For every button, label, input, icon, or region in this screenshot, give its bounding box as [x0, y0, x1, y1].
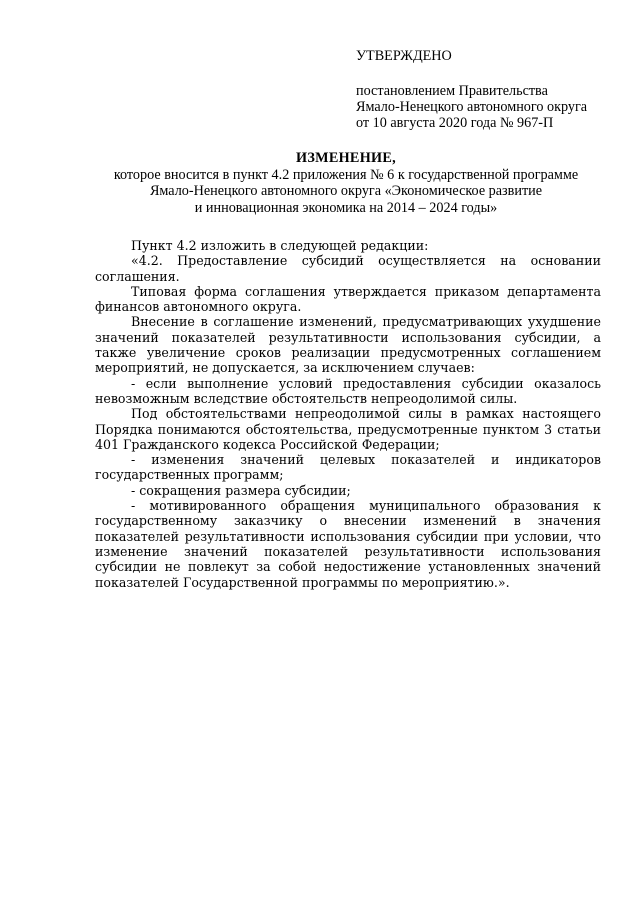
heading-line: которое вносится в пункт 4.2 приложения № 6 к государственной программе [113, 166, 579, 183]
approval-line: Ямало-Ненецкого автономного округа [356, 99, 588, 115]
approval-stamp [356, 48, 626, 131]
approval-line: от 10 августа 2020 года № 967-П [356, 115, 554, 131]
approval-line: постановлением Правительства [356, 83, 548, 99]
body-paragraph: Типовая форма соглашения утверждается приказом департамента финансов автономного округа. [95, 283, 601, 315]
heading-line: Ямало-Ненецкого автономного округа «Экономическое развитие [149, 183, 543, 199]
body-paragraph: Внесение в соглашение изменений, предусматривающих ухудшение значений показателей результативности использования субсидии, а также увеличение сроков реализации предусмотренных соглашением мероприятий, не допускается, за исключением случаев: [95, 314, 601, 376]
approved-label: УТВЕРЖДЕНО [356, 48, 452, 64]
document-title: ИЗМЕНЕНИЕ, [296, 150, 396, 166]
body-paragraph: Под обстоятельствами непреодолимой силы в рамках настоящего Порядка понимаются обстоятельства, предусмотренные пунктом 3 статьи 401 Гражданского кодекса Российской Федерации; [95, 406, 601, 452]
body-paragraph: - изменения значений целевых показателей и индикаторов государственных программ; [95, 452, 601, 483]
body-paragraph: «4.2. Предоставление субсидий осуществляется на основании соглашения. [95, 253, 601, 284]
body-paragraph: - если выполнение условий предоставления субсидии оказалось невозможным вследствие обстоятельств непреодолимой силы. [95, 375, 601, 406]
heading-line: и инновационная экономика на 2014 – 2024 годы» [194, 199, 498, 216]
document-body [95, 238, 601, 590]
document-heading [96, 150, 596, 216]
body-paragraph: - сокращения размера субсидии; [131, 482, 351, 498]
body-paragraph: - мотивированного обращения муниципального образования к государственному заказчику о внесении изменений в значения показателей результативности использования субсидии при условии, что изменение значений показателей результативности использования субсидии не повлекут за собой недостижение установленных значений показателей Государственной программы по мероприятию.». [95, 498, 601, 590]
body-paragraph: Пункт 4.2 изложить в следующей редакции: [131, 238, 429, 253]
